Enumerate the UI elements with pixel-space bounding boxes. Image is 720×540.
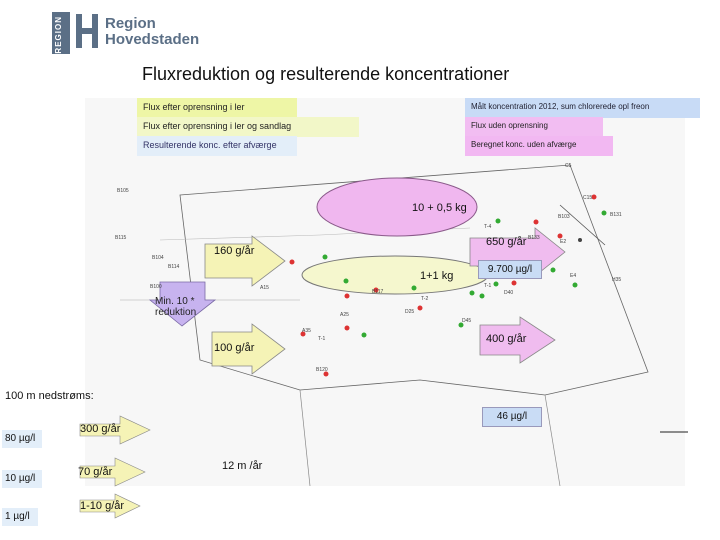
svg-text:C5: C5	[565, 163, 572, 169]
well-dot	[290, 260, 295, 265]
well-dot	[551, 268, 556, 273]
svg-text:B131: B131	[610, 212, 622, 218]
svg-text:B120: B120	[316, 367, 328, 373]
svg-text:B133: B133	[528, 235, 540, 241]
well-dot	[480, 294, 485, 299]
svg-text:B115: B115	[115, 235, 127, 241]
well-dot	[512, 281, 517, 286]
legend-flux-ler: Flux efter oprensning i ler	[137, 98, 297, 118]
well-dot	[578, 238, 582, 242]
svg-text:E4: E4	[570, 273, 577, 279]
svg-text:T-2: T-2	[421, 296, 429, 302]
well-dot	[534, 220, 539, 225]
well-dot	[592, 195, 597, 200]
svg-text:B105: B105	[117, 188, 129, 194]
conc-46-box: 46 µg/l	[482, 407, 542, 427]
well-dot	[344, 279, 349, 284]
kg-mid-label: 1+1 kg	[420, 270, 454, 282]
svg-text:B104: B104	[152, 255, 164, 261]
well-dot	[558, 234, 563, 239]
legend-flux-ler-sand: Flux efter oprensning i ler og sandlag	[137, 117, 359, 137]
well-dot	[323, 255, 328, 260]
flux-300-label: 300 g/år	[80, 423, 121, 435]
svg-text:A25: A25	[340, 312, 349, 318]
flux-650-label: 650 g/år	[486, 236, 527, 248]
boundary-line	[300, 390, 310, 486]
legend-calc-without: Beregnet konc. uden afværge	[465, 136, 613, 156]
conc-1-box: 1 µg/l	[2, 508, 38, 526]
well-dot	[362, 333, 367, 338]
svg-text:A15: A15	[260, 285, 269, 291]
svg-text:T-4: T-4	[484, 224, 492, 230]
flux-400-label: 400 g/år	[486, 333, 527, 345]
flux-100-label: 100 g/år	[214, 342, 255, 354]
well-dot	[494, 282, 499, 287]
region-logo-badge: REGION	[52, 12, 70, 54]
conc-80-box: 80 µg/l	[2, 430, 42, 448]
well-dot	[602, 211, 607, 216]
svg-text:B103: B103	[558, 214, 570, 220]
well-dot	[573, 283, 578, 288]
svg-text:B114: B114	[168, 264, 180, 270]
site-line	[560, 205, 605, 245]
svg-text:D40: D40	[504, 290, 514, 296]
conc-10-box: 10 µg/l	[2, 470, 42, 488]
svg-text:D25: D25	[405, 309, 415, 315]
conc-9700-box: 9.700 µg/l	[478, 260, 542, 279]
kg-top-label: 10 + 0,5 kg	[412, 202, 467, 214]
svg-text:H35: H35	[612, 277, 622, 283]
flux-1-10-label: 1-10 g/år	[80, 500, 125, 512]
svg-text:B117: B117	[372, 289, 384, 295]
svg-text:C15: C15	[583, 195, 593, 201]
flux-160-arrow	[205, 236, 285, 286]
source-ellipse-mid	[302, 256, 488, 294]
well-dot	[496, 219, 501, 224]
well-dot	[345, 326, 350, 331]
well-dot	[345, 294, 350, 299]
legend-measured: Målt koncentration 2012, sum chlorerede opl freon	[465, 98, 700, 118]
boundary-line	[545, 395, 560, 486]
flux-70-label: 70 g/år	[78, 466, 113, 478]
svg-text:T-1: T-1	[318, 336, 326, 342]
downstream-label: 100 m nedstrøms:	[5, 390, 94, 402]
well-dot	[418, 306, 423, 311]
svg-text:D45: D45	[462, 318, 472, 324]
svg-text:A35: A35	[302, 328, 311, 334]
svg-text:T-1: T-1	[484, 283, 492, 289]
well-dot	[470, 291, 475, 296]
legend-flux-without: Flux uden oprensning	[465, 117, 603, 137]
page-title: Fluxreduktion og resulterende koncentrationer	[142, 64, 510, 84]
svg-text:B100: B100	[150, 284, 162, 290]
region-logo-text: Region Hovedstaden	[105, 15, 200, 48]
well-dot	[412, 286, 417, 291]
flux-160-label: 160 g/år	[214, 245, 255, 257]
legend-resulting: Resulterende konc. efter afværge	[137, 136, 297, 156]
svg-text:E2: E2	[560, 239, 567, 245]
reduction-label: Min. 10 * reduktion	[155, 296, 197, 318]
velocity-label: 12 m /år	[222, 460, 263, 472]
